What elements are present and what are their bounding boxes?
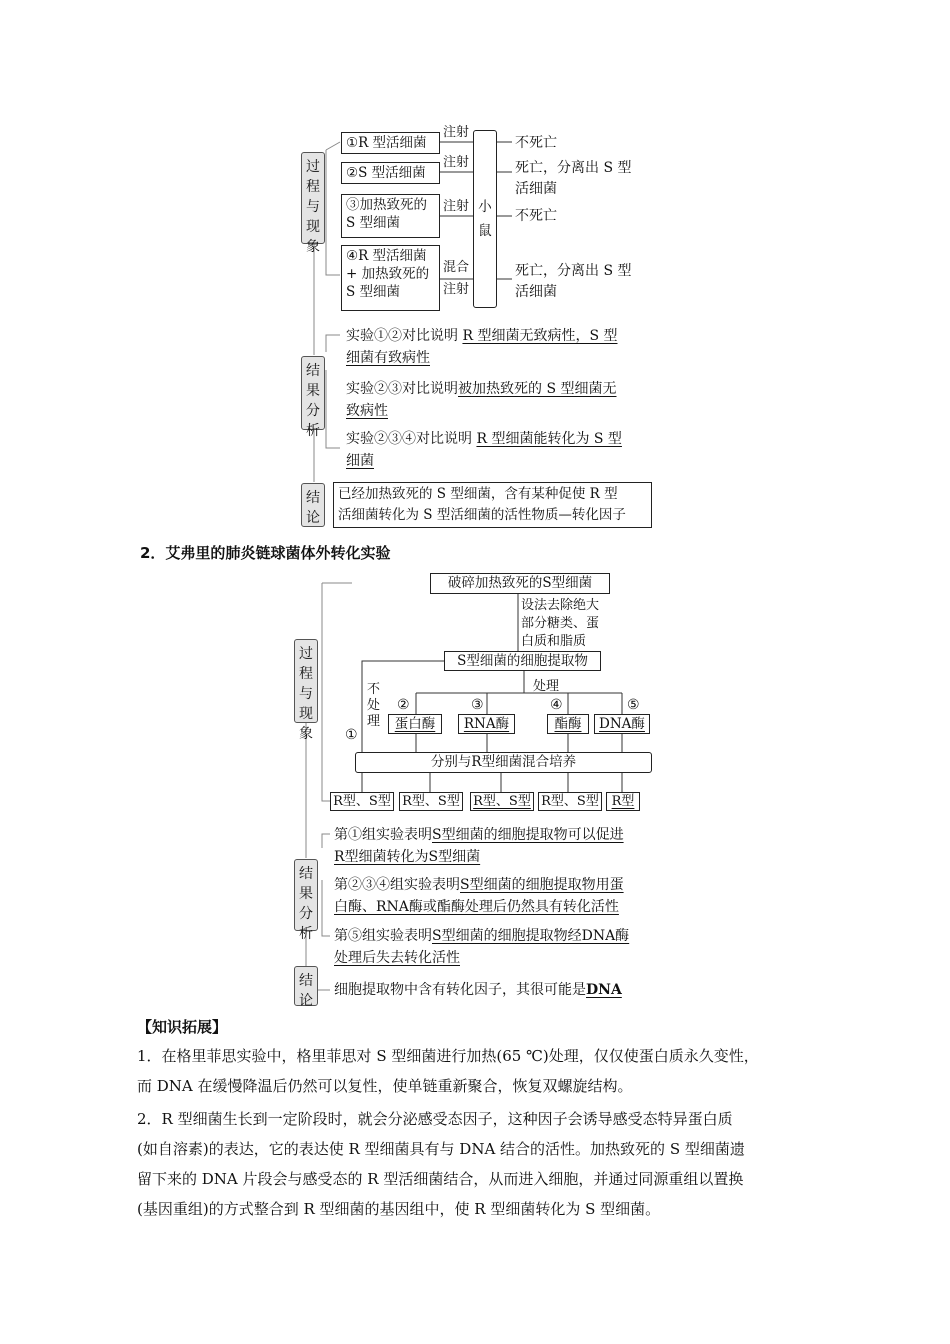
inject-label-1: 注射	[443, 125, 470, 140]
side-label-analysis: 结果分析	[301, 356, 325, 430]
group-box-3: ③加热致死的 S 型细菌	[341, 194, 440, 238]
group-num-5: ⑤	[627, 697, 640, 713]
inject-label-2: 注射	[443, 155, 470, 170]
group-box-2: ②S 型活细菌	[341, 162, 440, 184]
inject-label-3: 注射	[443, 199, 470, 214]
side2-label-analysis: 结果分析	[294, 859, 318, 931]
knowledge-paragraph-1: 1．在格里菲思实验中，格里菲思对 S 型细菌进行加热(65 ℃)处理，仅仅使蛋白质永久变性， 而 DNA 在缓慢降温后仍然可以复性，使单链重新聚合，恢复双螺旋结构。	[137, 1047, 759, 1095]
conclusion-box: 已经加热致死的 S 型细菌，含有某种促使 R 型 活细菌转化为 S 型活细菌的活性物质—转化因子	[333, 482, 652, 528]
extract-box: S型细菌的细胞提取物	[444, 651, 601, 671]
result-4: 死亡，分离出 S 型 活细菌	[515, 263, 632, 300]
outcome-box-1: R型、S型	[330, 792, 394, 811]
outcome-box-3: R型、S型	[470, 792, 534, 811]
group-num-3: ③	[471, 697, 484, 713]
enzyme-box-5: DNA酶	[594, 714, 650, 734]
outcome-box-5: R型	[606, 792, 640, 811]
inject-label-4: 注射	[443, 282, 470, 297]
group-num-4: ④	[550, 697, 563, 713]
not-treated-label: 不处理	[367, 682, 381, 729]
enzyme-box-2: 蛋白酶	[388, 714, 442, 734]
mouse-box: 小鼠	[473, 130, 497, 308]
section-title-avery: 2．艾弗里的肺炎链球菌体外转化实验	[140, 544, 391, 562]
group-box-1: ①R 型活细菌	[341, 132, 440, 154]
enzyme-box-4: 酯酶	[547, 714, 589, 734]
top-box: 破碎加热致死的S型细菌	[430, 573, 610, 594]
analysis-3: 实验②③④对比说明 R 型细菌能转化为 S 型 细菌	[346, 431, 622, 469]
group-num-2: ②	[397, 697, 410, 713]
bracket2-analysis	[322, 834, 330, 936]
side2-label-process: 过程与现象	[294, 639, 318, 723]
analysis-2: 实验②③对比说明被加热致死的 S 型细菌无 致病性	[346, 381, 617, 419]
step-note: 设法去除绝大 部分糖类、蛋 白质和脂质	[521, 598, 600, 649]
conclusion2: 细胞提取物中含有转化因子，其很可能是DNA	[334, 982, 622, 998]
analysis2-1: 第①组实验表明S型细菌的细胞提取物可以促进 R型细菌转化为S型细菌	[334, 827, 624, 865]
side-label-process: 过程与现象	[301, 152, 325, 244]
mix-culture-box: 分别与R型细菌混合培养	[355, 752, 652, 773]
result-1: 不死亡	[515, 135, 557, 151]
outcome-box-2: R型、S型	[399, 792, 463, 811]
result-3: 不死亡	[515, 208, 557, 224]
outcome-box-4: R型、S型	[538, 792, 602, 811]
side-label-conclusion: 结论	[301, 483, 325, 527]
knowledge-title: 【知识拓展】	[137, 1018, 228, 1036]
group-num-1: ①	[345, 727, 358, 743]
analysis2-2: 第②③④组实验表明S型细菌的细胞提取物用蛋 白酶、RNA酶或酯酶处理后仍然具有转化活性	[334, 877, 624, 915]
analysis2-3: 第⑤组实验表明S型细菌的细胞提取物经DNA酶 处理后失去转化活性	[334, 928, 630, 966]
result-2: 死亡，分离出 S 型 活细菌	[515, 160, 632, 197]
analysis-1: 实验①②对比说明 R 型细菌无致病性，S 型 细菌有致病性	[346, 328, 618, 366]
group-box-4: ④R 型活细菌 + 加热致死的 S 型细菌	[341, 245, 440, 311]
enzyme-box-3: RNA酶	[458, 714, 515, 734]
mix-label: 混合	[443, 260, 470, 275]
bracket2-process	[322, 583, 352, 801]
knowledge-paragraph-2: 2．R 型细菌生长到一定阶段时，就会分泌感受态因子，这种因子会诱导感受态特异蛋白质 (如自溶素)的表达，它的表达使 R 型细菌具有与 DNA 结合的活性。加热致死的 S 型细菌遗 留下来的 DNA 片段会与感受态的 R 型活细菌结合，从而进入细胞，并通过同源重组以置换 (基因重组)的方式整合到 R 型细菌的基因组中，使 R 型细菌转化为 S 型细菌。	[137, 1110, 745, 1218]
treated-label: 处理	[533, 679, 560, 694]
side2-label-conclusion: 结论	[294, 966, 318, 1006]
